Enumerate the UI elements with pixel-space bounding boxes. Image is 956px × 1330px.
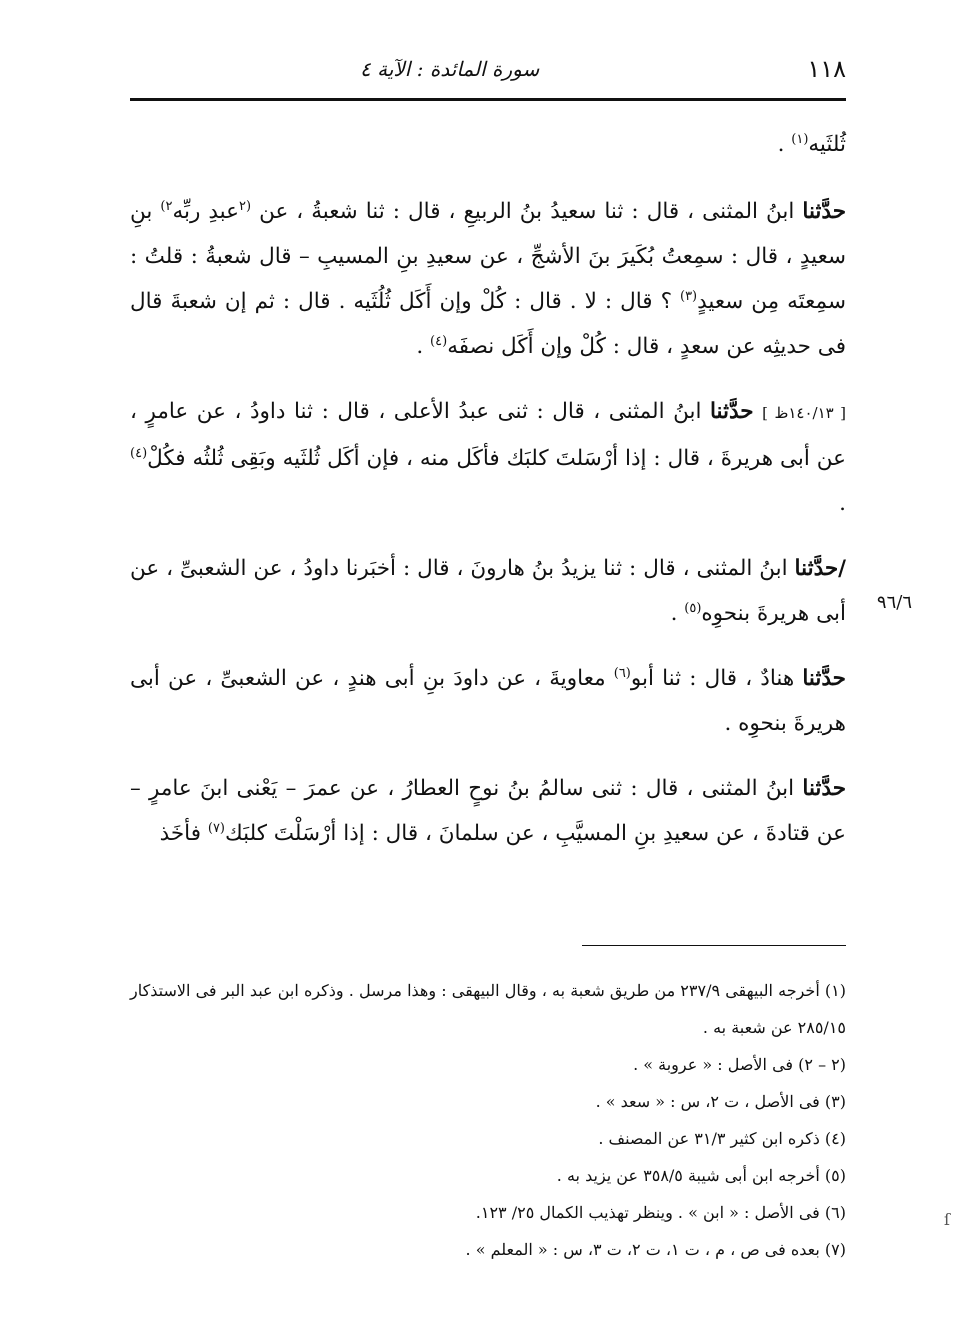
footnote-ref: (٣) — [679, 288, 698, 304]
text-run: عبدِ ربِّه — [172, 199, 239, 224]
page-header — [130, 48, 846, 90]
footnote-ref: ٢) — [160, 198, 173, 214]
footnote: (٢ – ٢) فى الأصل : « عروبة » . — [633, 1055, 846, 1074]
hadith-paragraph — [130, 546, 846, 636]
hadith-paragraph — [130, 389, 846, 526]
text-run: فأخَذ — [159, 821, 208, 846]
text-run: . — [839, 491, 846, 516]
footnote: (٤) ذكره ابن كثير ٣١/٣ عن المصنف . — [598, 1129, 846, 1148]
paragraph-lead: /حدَّثنا — [794, 556, 846, 581]
manuscript-marker: [ ١٤٠/١٣ظ ] — [762, 404, 847, 422]
margin-reference: ٩٦/٦ — [876, 592, 912, 613]
main-text — [130, 122, 846, 876]
text-run: ابنُ المثنى ، قال : ثنا سعيدُ بنُ الربيعِ ، قال : ثنا شعبةُ ، عن — [251, 199, 803, 224]
paragraph-lead: حدَّثنا — [802, 666, 846, 691]
text-run: . — [777, 132, 792, 157]
text-run: . — [416, 334, 431, 359]
running-title: سورة المائدة : الآية ٤ — [360, 57, 540, 81]
footnotes — [130, 972, 846, 1268]
hadith-paragraph — [130, 766, 846, 856]
paragraph-lead: حدَّثنا — [709, 399, 754, 424]
paragraph-continuation — [130, 122, 846, 167]
text-run: ابنُ المثنى ، قال : ثنا يزيدُ بنُ هارونَ ، قال : أخبَرنا داودُ ، عن الشعبىِّ ، عن أبى هريرةَ بنحوِه — [130, 556, 846, 626]
footnote-ref: (٧) — [207, 820, 225, 836]
text-run: هنادٌ ، قال : ثنا أبو — [630, 666, 803, 691]
footnote: (٥) أخرجه ابن أبى شيبة ٣٥٨/٥ عن يزيد به . — [556, 1166, 846, 1185]
footnote: (١) أخرجه البيهقى ٢٣٧/٩ من طريق شعبة به ، وقال البيهقى : وهذا مرسل . وذكره ابن عبد البر فى الاستذكار ٢٨٥/١٥ عن شعبة به . — [130, 981, 846, 1037]
footnote: (٦) فى الأصل : « ابن » . وينظر تهذيب الكمال ٢٥/ ١٢٣. — [475, 1203, 846, 1222]
paragraph-lead: حدَّثنا — [802, 199, 846, 224]
footnote-ref: (٥) — [684, 600, 702, 616]
hadith-paragraph — [130, 189, 846, 369]
stray-mark: ſ — [944, 1210, 950, 1229]
header-rule — [130, 98, 846, 101]
footnote-ref: (٦) — [613, 665, 631, 681]
footnote: (٣) فى الأصل ، ت ٢، س : « سعد » . — [595, 1092, 846, 1111]
footnote-ref: (١) — [791, 131, 809, 147]
footnote-ref: (٤) — [130, 445, 148, 461]
text-run: ؟ قال : لا . قال : كُلْ وإن أَكَل ثُلُثَيه . قال : ثم إن شعبةَ قال فى حديثِه عن سعدٍ ، قال : كُلْ وإن أَكَل نصفَه — [130, 289, 846, 359]
text-run: ابنُ المثنى ، قال : ثنى عبدُ الأعلى ، قال : ثنا داودُ ، عن عامرٍ ، عن أبى هريرةَ ، قال : إذا أرْسَلتَ كلبَك فأكَل منه ، فإن أكَل ثُلثَيه وبَقِى ثُلثُه فكُلْ — [130, 399, 846, 471]
footnote-ref: (٤) — [430, 333, 448, 349]
footnote: (٧) بعده فى ص ، م ، ت ١، ت ٢، ت ٣، س : « المعلم » . — [465, 1240, 846, 1259]
page-number: ١١٨ — [807, 55, 846, 83]
footnote-ref: (٢ — [238, 198, 252, 214]
text-run: معاويةَ ، عن داودَ بنِ أبى هندٍ ، عن الشعبىِّ ، عن أبى هريرةَ بنحوِه . — [130, 666, 846, 736]
text-run: ثُلثَيه — [808, 132, 846, 157]
text-run: ابنُ المثنى ، قال : ثنى سالمُ بنُ نوحٍ العطارُ ، عن عمرَ – يَعْنى ابنَ عامرٍ – عن قتادةَ ، عن سعيدِ بنِ المسيَّبِ ، عن سلمانَ ، قال : إذا أرْسَلْتَ كلبَك — [130, 776, 846, 846]
hadith-paragraph — [130, 656, 846, 746]
text-run: بنِ سعيدٍ ، قال : سمِعتُ بُكَيرَ بنَ الأشجِّ ، عن سعيدِ بنِ المسيبِ – قال شعبةُ : قلتُ : سمِعتَه مِن سعيدٍ — [130, 199, 846, 314]
footnote-separator — [582, 945, 846, 946]
paragraph-lead: حدَّثنا — [802, 776, 846, 801]
text-run: . — [670, 601, 685, 626]
